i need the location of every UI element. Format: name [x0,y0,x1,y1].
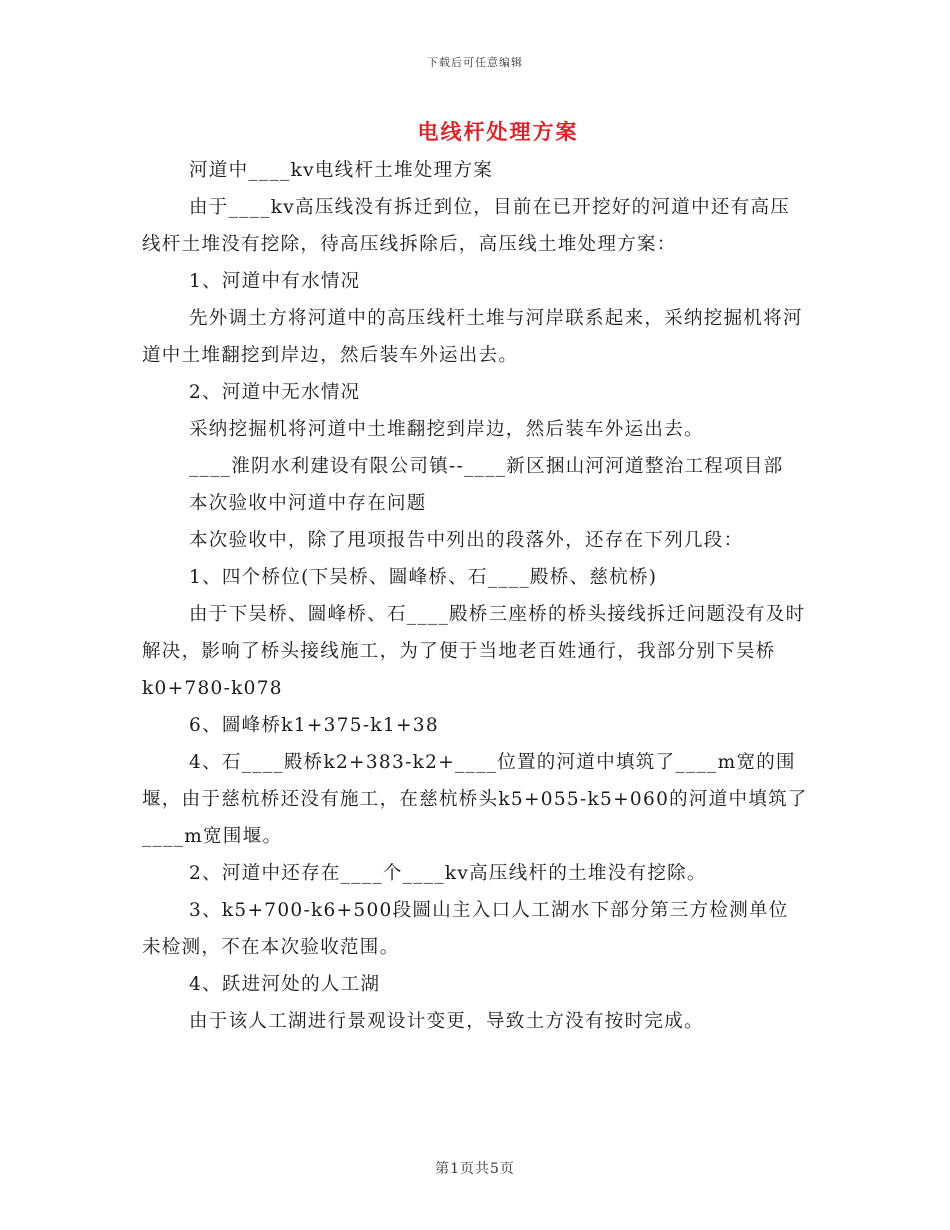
paragraph-body: 本次验收中，除了甩项报告中列出的段落外，还存在下列几段： [189,530,744,551]
paragraph-body: 先外调土方将河道中的高压线杆土堆与河岸联系起来，采纳挖掘机将河道中土堆翻挖到岸边，然后装车外运出去。 [142,308,803,366]
paragraph-body: 由于下吴桥、圌峰桥、石____殿桥三座桥的桥头接线拆迁问题没有及时解决，影响了桥头接线施工，为了便于当地老百姓通行，我部分别下吴桥k0+780-k078 [142,604,806,699]
document-body [142,152,808,1040]
paragraph-organization: ____淮阴水利建设有限公司镇--____新区捆山河河道整治工程项目部 [189,456,784,477]
paragraph-heading-1: 1、河道中有水情况 [189,271,361,292]
paragraph-body: 由于该人工湖进行景观设计变更，导致土方没有按时完成。 [189,1011,704,1032]
paragraph-subtitle: 河道中____kv电线杆土堆处理方案 [189,160,494,181]
paragraph-item: 4、石____殿桥k2+383-k2+____位置的河道中填筑了____m宽的围堰，由于慈杭桥还没有施工，在慈杭桥头k5+055-k5+060的河道中填筑了____m宽围堰。 [142,752,808,847]
paragraph-body: 采纳挖掘机将河道中土堆翻挖到岸边，然后装车外运出去。 [189,419,704,440]
paragraph-heading-2: 2、河道中无水情况 [189,382,361,403]
paragraph-item: 1、四个桥位(下吴桥、圌峰桥、石____殿桥、慈杭桥) [189,567,658,588]
paragraph-item: 2、河道中还存在____个____kv高压线杆的土堆没有挖除。 [189,863,707,884]
document-title: 电线杆处理方案 [417,119,579,144]
page-number: 第1页共5页 [435,1161,515,1177]
paragraph-intro: 由于____kv高压线没有拆迁到位，目前在已开挖好的河道中还有高压线杆土堆没有挖除，待高压线拆除后，高压线土堆处理方案： [142,197,791,255]
paragraph-item: 6、圌峰桥k1+375-k1+38 [189,715,439,736]
header-note: 下载后可任意编辑 [427,56,523,69]
paragraph-section-title: 本次验收中河道中存在问题 [189,493,427,514]
paragraph-item: 4、跃进河处的人工湖 [189,974,381,995]
paragraph-item: 3、k5+700-k6+500段圌山主入口人工湖水下部分第三方检测单位未检测，不在本次验收范围。 [142,900,789,958]
